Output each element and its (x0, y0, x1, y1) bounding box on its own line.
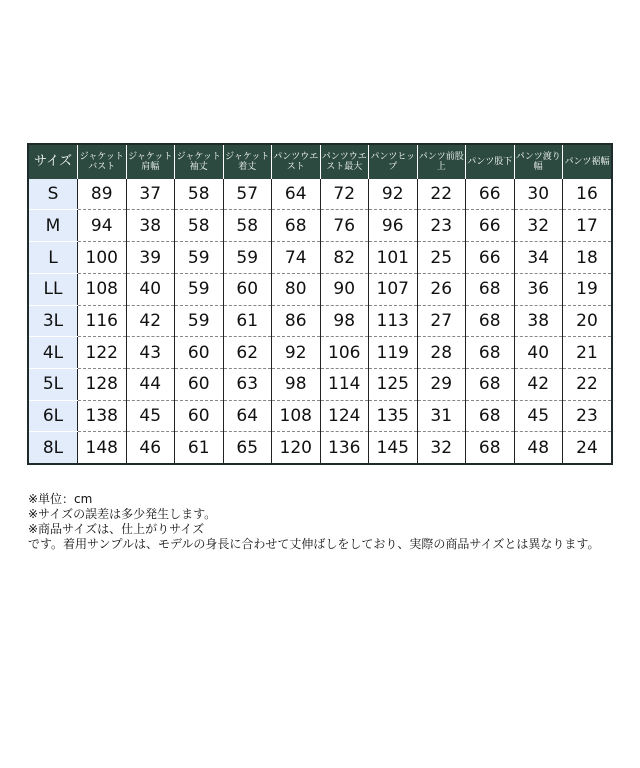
measurement-cell: 65 (223, 432, 272, 463)
measurement-cell: 136 (320, 432, 369, 463)
measurement-cell: 24 (563, 432, 612, 463)
measurement-cell: 22 (417, 179, 466, 210)
measurement-cell: 125 (369, 369, 418, 401)
measurement-cell: 57 (223, 179, 272, 210)
measurement-cell: 37 (126, 179, 175, 210)
measurement-cell: 122 (78, 337, 127, 369)
measurement-cell: 120 (272, 432, 321, 463)
note-sample: です。着用サンプルは、モデルの身長に合わせて丈伸ばしをしており、実際の商品サイズとは異なります。 (28, 537, 600, 551)
measurement-cell: 90 (320, 273, 369, 305)
measurement-cell: 59 (175, 273, 224, 305)
measurement-cell: 45 (126, 400, 175, 432)
size-table-header (29, 145, 611, 179)
measurement-cell: 19 (563, 273, 612, 305)
measurement-cell: 106 (320, 337, 369, 369)
measurement-cell: 68 (466, 432, 515, 463)
measurement-cell: 101 (369, 242, 418, 274)
size-label-cell: L (29, 242, 78, 274)
column-header-size: サイズ (29, 145, 78, 179)
size-label-cell: 4L (29, 337, 78, 369)
measurement-cell: 100 (78, 242, 127, 274)
measurement-cell: 62 (223, 337, 272, 369)
measurement-cell: 20 (563, 305, 612, 337)
note-finished-size: ※商品サイズは、仕上がりサイズ (28, 522, 205, 536)
size-label-cell: 5L (29, 369, 78, 401)
measurement-cell: 108 (272, 400, 321, 432)
measurement-cell: 36 (514, 273, 563, 305)
measurement-cell: 34 (514, 242, 563, 274)
measurement-cell: 23 (417, 210, 466, 242)
measurement-cell: 26 (417, 273, 466, 305)
measurement-cell: 61 (223, 305, 272, 337)
measurement-cell: 63 (223, 369, 272, 401)
measurement-cell: 45 (514, 400, 563, 432)
measurement-cell: 40 (514, 337, 563, 369)
measurement-cell: 148 (78, 432, 127, 463)
measurement-cell: 48 (514, 432, 563, 463)
column-header: ジャケット肩幅 (126, 145, 175, 179)
measurement-cell: 38 (514, 305, 563, 337)
measurement-cell: 68 (466, 305, 515, 337)
measurement-cell: 98 (320, 305, 369, 337)
measurement-cell: 29 (417, 369, 466, 401)
measurement-cell: 66 (466, 210, 515, 242)
measurement-cell: 114 (320, 369, 369, 401)
measurement-cell: 23 (563, 400, 612, 432)
table-row (29, 179, 611, 210)
measurement-cell: 27 (417, 305, 466, 337)
measurement-cell: 43 (126, 337, 175, 369)
measurement-cell: 59 (223, 242, 272, 274)
size-table-frame (27, 143, 613, 465)
measurement-cell: 30 (514, 179, 563, 210)
measurement-cell: 94 (78, 210, 127, 242)
measurement-cell: 96 (369, 210, 418, 242)
measurement-cell: 119 (369, 337, 418, 369)
measurement-cell: 61 (175, 432, 224, 463)
measurement-cell: 44 (126, 369, 175, 401)
measurement-cell: 113 (369, 305, 418, 337)
size-table (29, 145, 611, 463)
measurement-cell: 66 (466, 242, 515, 274)
measurement-cell: 138 (78, 400, 127, 432)
measurement-cell: 107 (369, 273, 418, 305)
measurement-cell: 64 (223, 400, 272, 432)
measurement-cell: 68 (466, 337, 515, 369)
column-header: ジャケットバスト (78, 145, 127, 179)
measurement-cell: 42 (514, 369, 563, 401)
column-header: ジャケット袖丈 (175, 145, 224, 179)
measurement-cell: 58 (175, 210, 224, 242)
measurement-cell: 32 (514, 210, 563, 242)
measurement-cell: 66 (466, 179, 515, 210)
measurement-cell: 74 (272, 242, 321, 274)
table-row (29, 369, 611, 401)
column-header: パンツ股下 (466, 145, 515, 179)
size-label-cell: 3L (29, 305, 78, 337)
measurement-cell: 80 (272, 273, 321, 305)
column-header: パンツウエスト (272, 145, 321, 179)
column-header: パンツヒップ (369, 145, 418, 179)
header-row (29, 145, 611, 179)
column-header: ジャケット着丈 (223, 145, 272, 179)
size-label-cell: LL (29, 273, 78, 305)
measurement-cell: 60 (175, 337, 224, 369)
measurement-cell: 72 (320, 179, 369, 210)
measurement-cell: 116 (78, 305, 127, 337)
measurement-cell: 86 (272, 305, 321, 337)
size-label-cell: S (29, 179, 78, 210)
table-row (29, 400, 611, 432)
size-label-cell: 8L (29, 432, 78, 463)
measurement-cell: 60 (175, 400, 224, 432)
measurement-cell: 68 (466, 400, 515, 432)
measurement-cell: 22 (563, 369, 612, 401)
measurement-cell: 76 (320, 210, 369, 242)
table-row (29, 242, 611, 274)
measurement-cell: 39 (126, 242, 175, 274)
measurement-cell: 32 (417, 432, 466, 463)
measurement-cell: 60 (223, 273, 272, 305)
size-table-body (29, 179, 611, 463)
note-unit: ※単位：cm (28, 492, 93, 506)
table-row (29, 432, 611, 463)
note-error: ※サイズの誤差は多少発生します。 (28, 507, 217, 521)
measurement-cell: 92 (272, 337, 321, 369)
measurement-cell: 58 (223, 210, 272, 242)
measurement-cell: 25 (417, 242, 466, 274)
measurement-cell: 21 (563, 337, 612, 369)
measurement-cell: 68 (466, 369, 515, 401)
measurement-cell: 135 (369, 400, 418, 432)
column-header: パンツウエスト最大 (320, 145, 369, 179)
table-row (29, 273, 611, 305)
table-row (29, 337, 611, 369)
measurement-cell: 46 (126, 432, 175, 463)
measurement-cell: 28 (417, 337, 466, 369)
column-header: パンツ渡り幅 (514, 145, 563, 179)
measurement-cell: 68 (466, 273, 515, 305)
measurement-cell: 38 (126, 210, 175, 242)
measurement-cell: 40 (126, 273, 175, 305)
table-row (29, 210, 611, 242)
measurement-cell: 128 (78, 369, 127, 401)
measurement-cell: 82 (320, 242, 369, 274)
measurement-cell: 59 (175, 305, 224, 337)
measurement-cell: 16 (563, 179, 612, 210)
measurement-cell: 89 (78, 179, 127, 210)
measurement-cell: 108 (78, 273, 127, 305)
measurement-cell: 98 (272, 369, 321, 401)
column-header: パンツ前股上 (417, 145, 466, 179)
measurement-cell: 145 (369, 432, 418, 463)
measurement-cell: 42 (126, 305, 175, 337)
measurement-cell: 18 (563, 242, 612, 274)
measurement-cell: 92 (369, 179, 418, 210)
column-header: パンツ裾幅 (563, 145, 612, 179)
measurement-cell: 68 (272, 210, 321, 242)
measurement-cell: 59 (175, 242, 224, 274)
measurement-cell: 58 (175, 179, 224, 210)
size-label-cell: 6L (29, 400, 78, 432)
notes-block (28, 492, 628, 552)
measurement-cell: 124 (320, 400, 369, 432)
measurement-cell: 31 (417, 400, 466, 432)
measurement-cell: 60 (175, 369, 224, 401)
measurement-cell: 17 (563, 210, 612, 242)
size-label-cell: M (29, 210, 78, 242)
measurement-cell: 64 (272, 179, 321, 210)
table-row (29, 305, 611, 337)
